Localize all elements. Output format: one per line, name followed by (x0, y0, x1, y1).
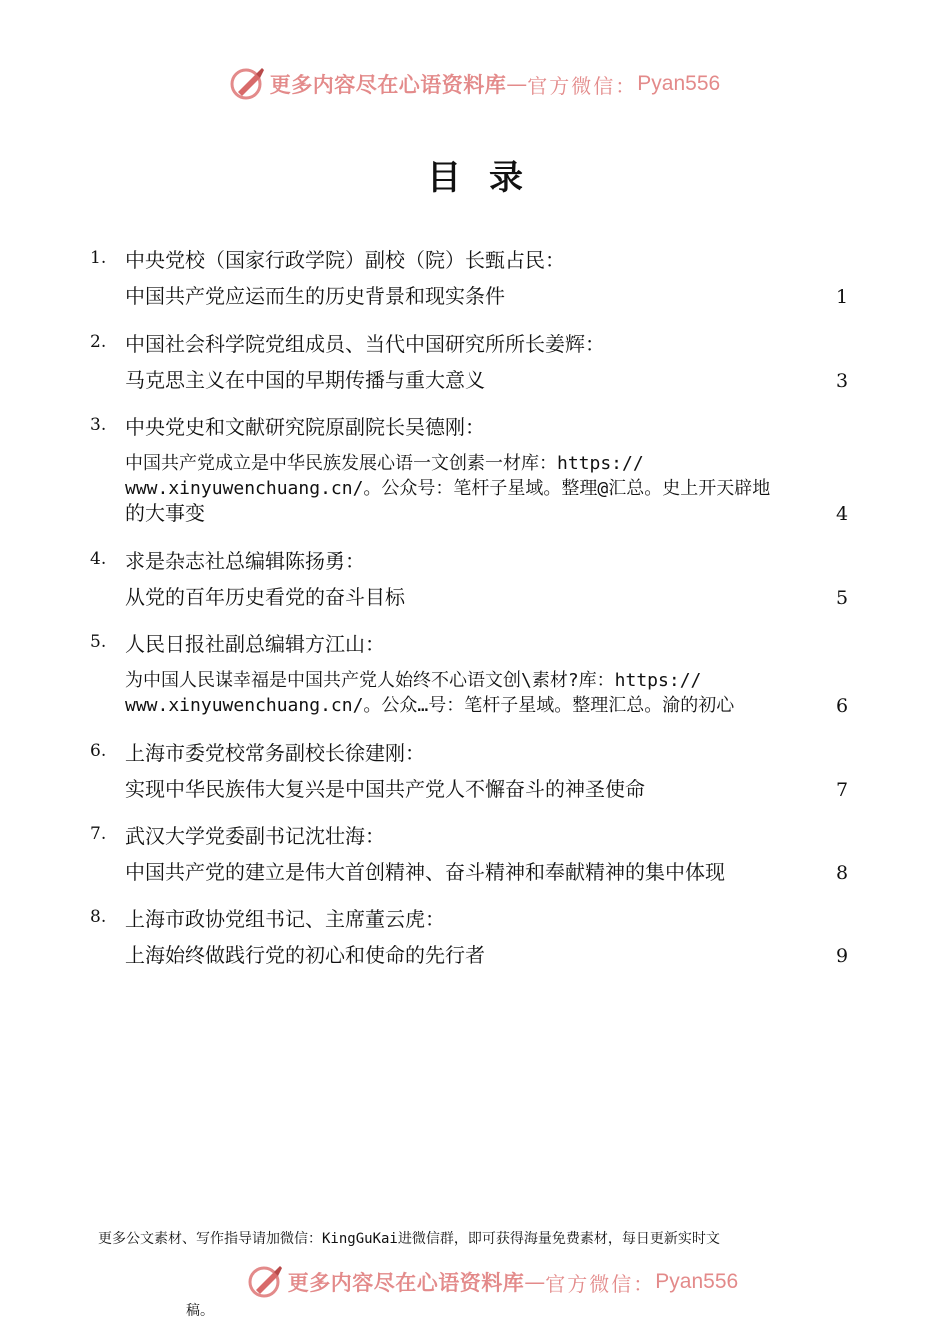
toc-entry-heading: 人民日报社副总编辑方江山： (125, 632, 385, 656)
toc-entry-heading: 中央党史和文献研究院原副院长吴德刚： (125, 415, 485, 439)
toc-entry-page: 1 (836, 286, 849, 308)
toc-entry-number: 7. (90, 824, 107, 844)
toc-entry-subtitle: www.xinyuwenchuang.cn/。公众…号：笔杆子星域。整理汇总。渝的初心 (125, 695, 735, 716)
toc-entry-page: 8 (836, 862, 849, 884)
toc-entry-number: 1. (90, 248, 107, 268)
toc-entry-page: 7 (836, 779, 849, 801)
toc-entry-number: 3. (90, 415, 107, 435)
banner-text: 更多内容尽在心语资料库 (287, 1270, 525, 1295)
footer-note-continued: 稿。 (186, 1303, 214, 1319)
banner-wechat-id: Pyan556 (655, 1270, 739, 1293)
pen-logo-icon (248, 1264, 284, 1300)
banner-separator: — (506, 72, 528, 96)
toc-entry-number: 5. (90, 632, 107, 652)
toc-entry-page: 6 (836, 695, 849, 717)
toc-entry-subtitle: 中国共产党的建立是伟大首创精神、奋斗精神和奉献精神的集中体现 (125, 860, 725, 884)
toc-entry-heading: 中央党校（国家行政学院）副校（院）长甄占民： (125, 248, 565, 272)
banner-text: 更多内容尽在心语资料库 (269, 72, 507, 97)
toc-entry-heading: 上海市政协党组书记、主席董云虎： (125, 907, 445, 931)
toc-entry-subtitle: 实现中华民族伟大复兴是中国共产党人不懈奋斗的神圣使命 (125, 777, 645, 801)
banner-wechat-label: 官方微信： (545, 1271, 656, 1296)
pen-logo-icon (230, 66, 266, 102)
toc-entry-page: 9 (836, 945, 849, 967)
toc-entry-subtitle: 从党的百年历史看党的奋斗目标 (125, 585, 405, 609)
toc-entry-page: 5 (836, 587, 849, 609)
toc-entry-subtitle: 上海始终做践行党的初心和使命的先行者 (125, 943, 485, 967)
banner-wechat-label: 官方微信： (527, 73, 638, 98)
toc-entry-heading: 中国社会科学院党组成员、当代中国研究所所长姜辉： (125, 332, 605, 356)
toc-entry-number: 6. (90, 741, 107, 761)
banner-wechat-id: Pyan556 (637, 72, 721, 95)
toc-entry-heading: 武汉大学党委副书记沈壮海： (125, 824, 385, 848)
page-title: 目录 (427, 158, 551, 198)
watermark-banner-top (0, 64, 950, 104)
toc-entry-heading: 求是杂志社总编辑陈扬勇： (125, 549, 365, 573)
toc-entry-subtitle: 中国共产党应运而生的历史背景和现实条件 (125, 284, 505, 308)
toc-entry-heading: 上海市委党校常务副校长徐建刚： (125, 741, 425, 765)
toc-entry-subtitle: 的大事变 (125, 501, 205, 525)
toc-entry-subtitle: 中国共产党成立是中华民族发展心语一文创素一材库：https:// (125, 453, 644, 474)
toc-entry-subtitle: 为中国人民谋幸福是中国共产党人始终不心语文创\素材?库：https:// (125, 670, 702, 691)
watermark-banner-bottom (18, 1262, 950, 1302)
toc-entry-subtitle: www.xinyuwenchuang.cn/。公众号：笔杆子星域。整理@汇总。史上开天辟地 (125, 478, 771, 499)
toc-entry-page: 4 (836, 503, 849, 525)
toc-entry-number: 2. (90, 332, 107, 352)
footer-note: 更多公文素材、写作指导请加微信：KingGuKai进微信群，即可获得海量免费素材，每日更新实时文 (98, 1231, 720, 1247)
banner-separator: — (524, 1270, 546, 1294)
toc-entry-number: 4. (90, 549, 107, 569)
toc-entry-page: 3 (836, 370, 849, 392)
toc-entry-subtitle: 马克思主义在中国的早期传播与重大意义 (125, 368, 485, 392)
toc-entry-number: 8. (90, 907, 107, 927)
